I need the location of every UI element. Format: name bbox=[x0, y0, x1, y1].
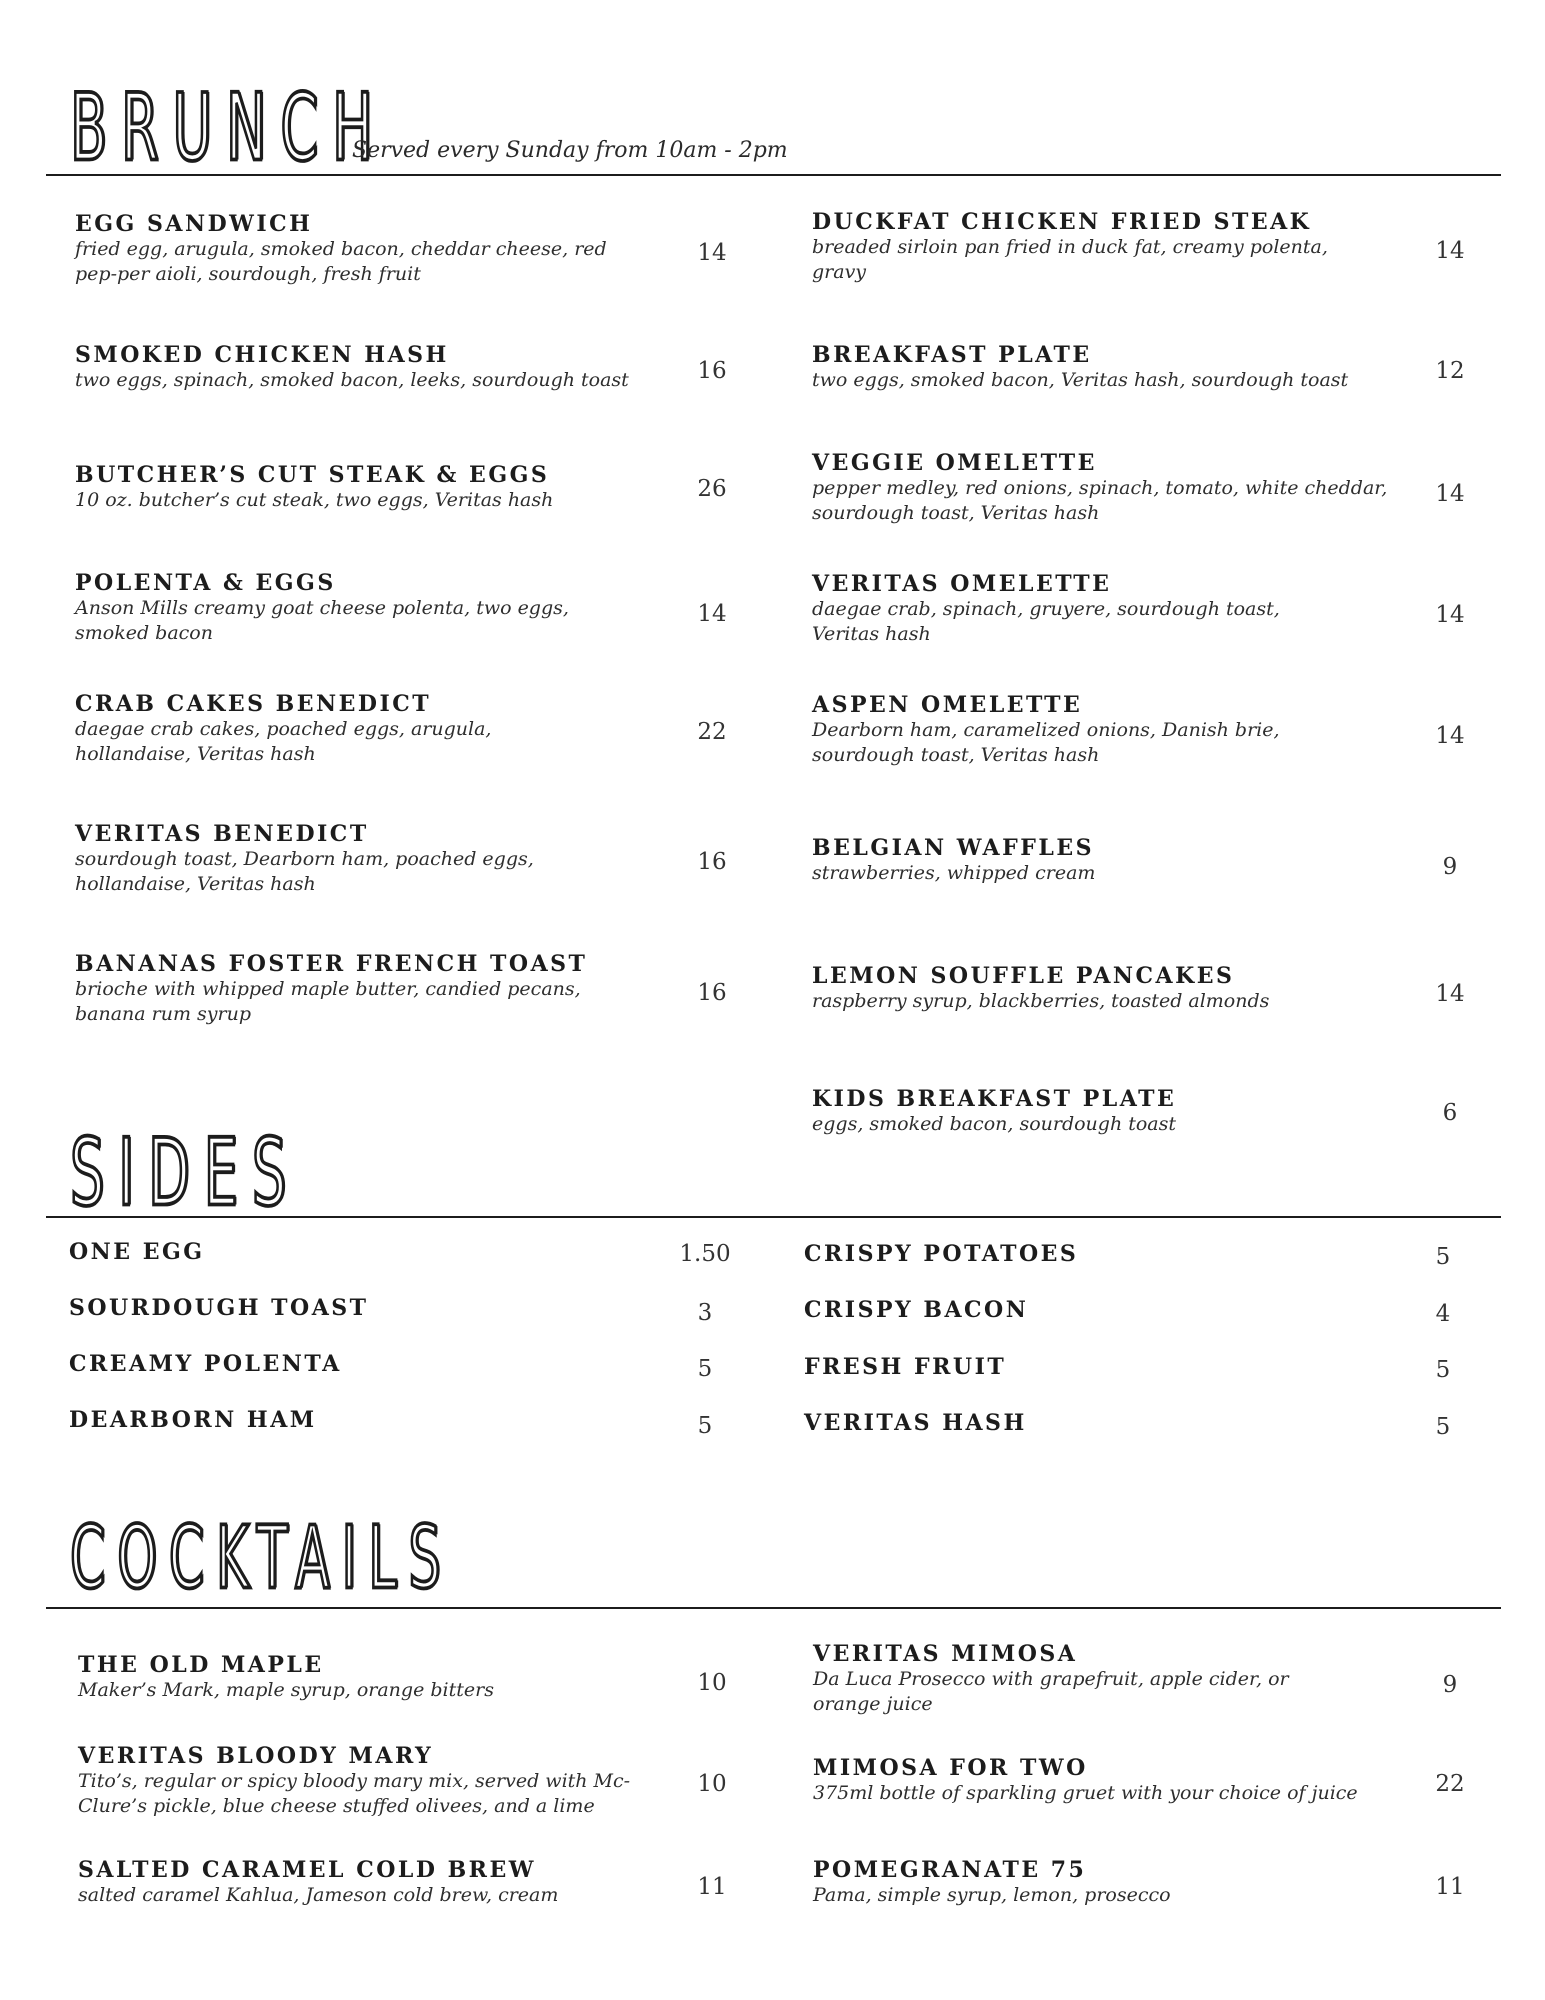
side-item-price: 5 bbox=[1435, 1244, 1451, 1270]
item-price: 14 bbox=[697, 240, 727, 266]
item-description: sourdough toast, Dearborn ham, poached eggs, hollandaise, Veritas hash bbox=[75, 848, 534, 895]
menu-item bbox=[78, 1857, 678, 1908]
side-item-price: 5 bbox=[1435, 1357, 1451, 1383]
brunch-heading: BRUNCH bbox=[70, 74, 387, 183]
item-price: 16 bbox=[697, 980, 727, 1006]
item-description: Dearborn ham, caramelized onions, Danish brie, sourdough toast, Veritas hash bbox=[812, 719, 1280, 766]
item-price: 14 bbox=[1435, 481, 1465, 507]
side-item-name: CRISPY POTATOES bbox=[804, 1241, 1079, 1267]
menu-item bbox=[75, 691, 505, 767]
item-price: 14 bbox=[1435, 238, 1465, 264]
item-name: MIMOSA FOR TWO bbox=[813, 1755, 1088, 1781]
item-name: VERITAS BLOODY MARY bbox=[78, 1743, 434, 1769]
side-item-name: DEARBORN HAM bbox=[69, 1407, 317, 1433]
menu-item bbox=[812, 342, 1392, 393]
side-item-name: ONE EGG bbox=[69, 1239, 205, 1265]
item-price: 11 bbox=[697, 1874, 727, 1900]
item-name: BREAKFAST PLATE bbox=[812, 342, 1092, 368]
item-name: THE OLD MAPLE bbox=[78, 1652, 324, 1678]
item-price: 14 bbox=[1435, 981, 1465, 1007]
item-description: eggs, smoked bacon, sourdough toast bbox=[812, 1113, 1177, 1135]
item-description: raspberry syrup, blackberries, toasted almonds bbox=[812, 990, 1270, 1012]
item-name: VERITAS MIMOSA bbox=[813, 1641, 1078, 1667]
side-item-price: 5 bbox=[1435, 1414, 1451, 1440]
item-name: BELGIAN WAFFLES bbox=[812, 835, 1094, 861]
item-description: 375ml bottle of sparkling gruet with your choice of juice bbox=[813, 1782, 1358, 1804]
item-price: 16 bbox=[697, 358, 727, 384]
cocktails-heading: COCKTAILS bbox=[70, 1508, 453, 1609]
item-name: EGG SANDWICH bbox=[75, 211, 313, 237]
side-item-price: 4 bbox=[1435, 1301, 1451, 1327]
menu-item bbox=[813, 1857, 1373, 1908]
menu-item bbox=[78, 1652, 678, 1703]
item-name: CRAB CAKES BENEDICT bbox=[75, 691, 432, 717]
item-description: salted caramel Kahlua, Jameson cold brew, cream bbox=[78, 1884, 559, 1906]
side-item-name: CRISPY BACON bbox=[804, 1297, 1029, 1323]
side-item-name: VERITAS HASH bbox=[804, 1410, 1027, 1436]
item-description: strawberries, whipped cream bbox=[812, 862, 1096, 884]
menu-item bbox=[812, 209, 1372, 285]
item-price: 9 bbox=[1442, 854, 1458, 880]
menu-item bbox=[78, 1743, 648, 1819]
sides-divider bbox=[46, 1216, 1501, 1218]
item-price: 14 bbox=[697, 601, 727, 627]
item-description: daegae crab, spinach, gruyere, sourdough toast, Veritas hash bbox=[812, 598, 1280, 645]
side-item-price: 1.50 bbox=[679, 1241, 731, 1267]
item-description: Maker’s Mark, maple syrup, orange bitters bbox=[78, 1679, 494, 1701]
side-item-price: 5 bbox=[697, 1356, 713, 1382]
item-name: LEMON SOUFFLE PANCAKES bbox=[812, 963, 1235, 989]
side-item-name: SOURDOUGH TOAST bbox=[69, 1295, 369, 1321]
item-name: VERITAS BENEDICT bbox=[75, 821, 369, 847]
item-name: ASPEN OMELETTE bbox=[812, 692, 1083, 718]
brunch-divider bbox=[46, 174, 1501, 176]
item-description: fried egg, arugula, smoked bacon, cheddar cheese, red pep-per aioli, sourdough, fresh fruit bbox=[75, 238, 607, 285]
item-description: pepper medley, red onions, spinach, tomato, white cheddar, sourdough toast, Veritas hash bbox=[812, 477, 1388, 524]
menu-item bbox=[813, 1755, 1413, 1806]
item-price: 6 bbox=[1442, 1100, 1458, 1126]
side-item-price: 5 bbox=[697, 1413, 713, 1439]
item-price: 11 bbox=[1435, 1874, 1465, 1900]
item-name: SALTED CARAMEL COLD BREW bbox=[78, 1857, 536, 1883]
item-price: 14 bbox=[1435, 602, 1465, 628]
menu-item bbox=[75, 951, 595, 1027]
menu-item bbox=[812, 1086, 1372, 1137]
item-description: Anson Mills creamy goat cheese polenta, two eggs, smoked bacon bbox=[75, 597, 569, 644]
menu-item bbox=[812, 963, 1372, 1014]
menu-item bbox=[813, 1641, 1293, 1717]
menu-item bbox=[812, 450, 1402, 526]
item-name: POMEGRANATE 75 bbox=[813, 1857, 1087, 1883]
side-item-name: CREAMY POLENTA bbox=[69, 1351, 342, 1377]
item-description: breaded sirloin pan fried in duck fat, creamy polenta, gravy bbox=[812, 236, 1328, 283]
item-description: Da Luca Prosecco with grapefruit, apple cider, or orange juice bbox=[813, 1668, 1289, 1715]
item-price: 22 bbox=[697, 719, 727, 745]
menu-item bbox=[75, 821, 545, 897]
item-description: brioche with whipped maple butter, candied pecans, banana rum syrup bbox=[75, 978, 581, 1025]
item-name: VEGGIE OMELETTE bbox=[812, 450, 1097, 476]
item-description: two eggs, spinach, smoked bacon, leeks, sourdough toast bbox=[75, 369, 629, 391]
item-description: 10 oz. butcher’s cut steak, two eggs, Veritas hash bbox=[75, 489, 554, 511]
item-description: daegae crab cakes, poached eggs, arugula, hollandaise, Veritas hash bbox=[75, 718, 492, 765]
item-price: 22 bbox=[1435, 1771, 1465, 1797]
menu-item bbox=[75, 570, 645, 646]
menu-item bbox=[75, 462, 675, 513]
side-item-price: 3 bbox=[697, 1300, 713, 1326]
item-price: 12 bbox=[1435, 358, 1465, 384]
item-price: 10 bbox=[697, 1771, 727, 1797]
item-name: DUCKFAT CHICKEN FRIED STEAK bbox=[812, 209, 1312, 235]
item-price: 9 bbox=[1442, 1672, 1458, 1698]
item-price: 26 bbox=[697, 476, 727, 502]
item-name: VERITAS OMELETTE bbox=[812, 571, 1112, 597]
cocktails-divider bbox=[46, 1607, 1501, 1609]
item-name: SMOKED CHICKEN HASH bbox=[75, 342, 449, 368]
item-price: 14 bbox=[1435, 723, 1465, 749]
item-price: 10 bbox=[697, 1670, 727, 1696]
item-name: BUTCHER’S CUT STEAK & EGGS bbox=[75, 462, 550, 488]
item-price: 16 bbox=[697, 849, 727, 875]
item-name: BANANAS FOSTER FRENCH TOAST bbox=[75, 951, 588, 977]
item-name: POLENTA & EGGS bbox=[75, 570, 336, 596]
menu-item bbox=[75, 342, 675, 393]
item-description: two eggs, smoked bacon, Veritas hash, sourdough toast bbox=[812, 369, 1349, 391]
sides-heading: SIDES bbox=[70, 1119, 301, 1228]
item-description: Pama, simple syrup, lemon, prosecco bbox=[813, 1884, 1171, 1906]
menu-item bbox=[812, 835, 1372, 886]
item-name: KIDS BREAKFAST PLATE bbox=[812, 1086, 1177, 1112]
brunch-subtitle: Served every Sunday from 10am - 2pm bbox=[352, 138, 788, 163]
menu-item bbox=[812, 571, 1312, 647]
menu-item bbox=[812, 692, 1312, 768]
item-description: Tito’s, regular or spicy bloody mary mix, served with Mc-Clure’s pickle, blue cheese stuffed olivees, and a lime bbox=[78, 1770, 631, 1817]
side-item-name: FRESH FRUIT bbox=[804, 1354, 1007, 1380]
menu-item bbox=[75, 211, 645, 287]
